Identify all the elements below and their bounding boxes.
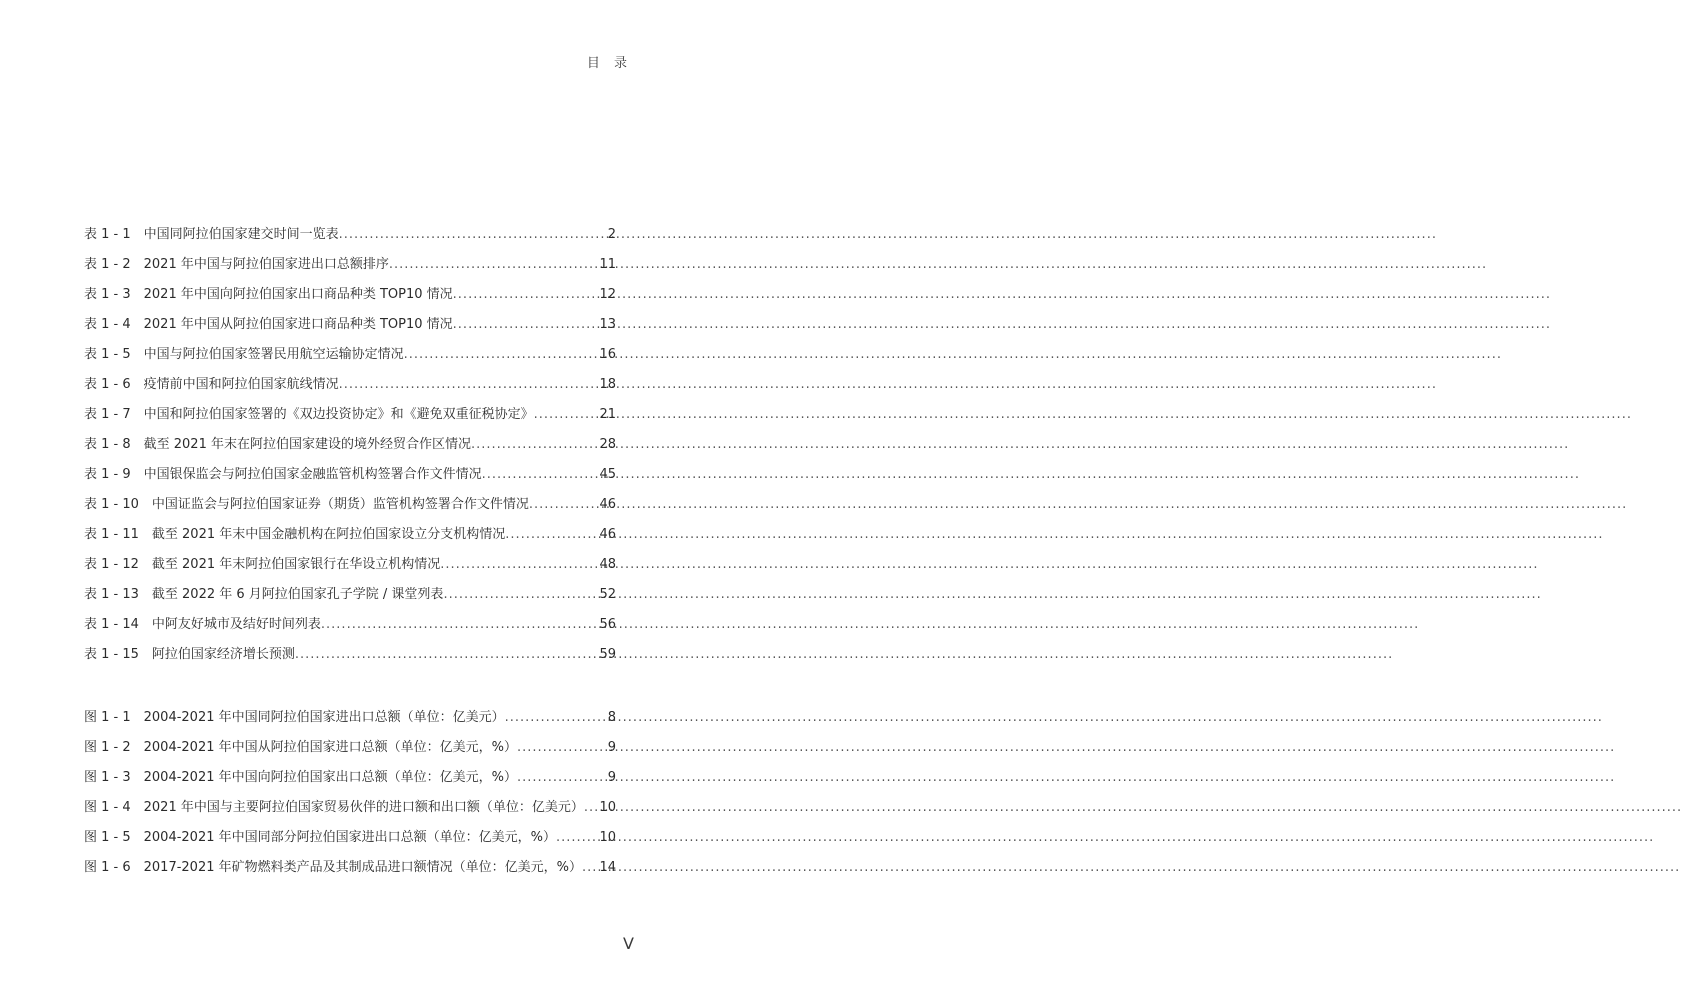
toc-figure-entry-title: 图 1 - 4 2021 年中国与主要阿拉伯国家贸易伙伴的进口额和出口额（单位：亿美元） (84, 800, 584, 815)
toc-figure-entry[interactable] (84, 763, 616, 793)
toc-table-entry-page-number: 48 (599, 557, 616, 572)
toc-table-entry-page-number: 16 (599, 347, 616, 362)
toc-table-entry-title: 表 1 - 1 中国同阿拉伯国家建交时间一览表 (84, 227, 339, 242)
toc-table-entry[interactable] (84, 610, 616, 640)
page-number: V (623, 934, 634, 953)
toc-table-entry-title: 表 1 - 10 中国证监会与阿拉伯国家证券（期货）监管机构签署合作文件情况 (84, 497, 529, 512)
toc-table-entry-title: 表 1 - 11 截至 2021 年末中国金融机构在阿拉伯国家设立分支机构情况 (84, 527, 506, 542)
toc-figure-entry-title: 图 1 - 6 2017-2021 年矿物燃料类产品及其制成品进口额情况（单位：亿美元，%） (84, 860, 582, 875)
toc-table-entry-page-number: 28 (599, 437, 616, 452)
dot-leader (529, 490, 598, 520)
table-list (84, 220, 616, 670)
dot-leader (295, 640, 598, 670)
dot-leader (321, 610, 598, 640)
toc-figure-entry[interactable] (84, 703, 616, 733)
dot-leader (556, 823, 597, 853)
toc-table-entry-title: 表 1 - 7 中国和阿拉伯国家签署的《双边投资协定》和《避免双重征税协定》 (84, 407, 534, 422)
toc-table-entry-page-number: 59 (599, 647, 616, 662)
toc-table-entry-page-number: 21 (599, 407, 616, 422)
toc-table-entry-title: 表 1 - 15 阿拉伯国家经济增长预测 (84, 647, 295, 662)
toc-table-entry-title: 表 1 - 4 2021 年中国从阿拉伯国家进口商品种类 TOP10 情况 (84, 317, 453, 332)
dot-leader (404, 340, 598, 370)
toc-figure-entry[interactable] (84, 733, 616, 763)
toc-table-entry[interactable] (84, 550, 616, 580)
dot-leader (453, 310, 598, 340)
toc-table-entry[interactable] (84, 370, 616, 400)
dot-leader (582, 853, 597, 883)
toc-table-entry-page-number: 46 (599, 497, 616, 512)
toc-table-entry[interactable] (84, 640, 616, 670)
toc-table-entry-title: 表 1 - 3 2021 年中国向阿拉伯国家出口商品种类 TOP10 情况 (84, 287, 453, 302)
dot-leader (482, 460, 598, 490)
toc-table-entry-page-number: 45 (599, 467, 616, 482)
toc-table-entry-title: 表 1 - 5 中国与阿拉伯国家签署民用航空运输协定情况 (84, 347, 404, 362)
toc-figure-entry-page-number: 9 (607, 740, 616, 755)
toc-figure-entry[interactable] (84, 853, 616, 883)
dot-leader (471, 430, 597, 460)
toc-figure-entry-page-number: 10 (599, 830, 616, 845)
dot-leader (339, 370, 598, 400)
toc-table-entry-title: 表 1 - 9 中国银保监会与阿拉伯国家金融监管机构签署合作文件情况 (84, 467, 482, 482)
toc-table-entry-title: 表 1 - 14 中阿友好城市及结好时间列表 (84, 617, 321, 632)
toc-table-entry-page-number: 11 (599, 257, 616, 272)
dot-leader (517, 733, 606, 763)
toc-table-entry[interactable] (84, 280, 616, 310)
dot-leader (534, 400, 598, 430)
toc-table-entry-page-number: 12 (599, 287, 616, 302)
toc-table-entry-title: 表 1 - 12 截至 2021 年末阿拉伯国家银行在华设立机构情况 (84, 557, 441, 572)
dot-leader (440, 550, 597, 580)
toc-figure-entry-page-number: 10 (599, 800, 616, 815)
dot-leader (443, 580, 597, 610)
toc-table-entry[interactable] (84, 460, 616, 490)
toc-table-entry[interactable] (84, 400, 616, 430)
page-header-title: 目 录 (586, 56, 632, 71)
toc-table-entry-page-number: 18 (599, 377, 616, 392)
toc-table-entry[interactable] (84, 310, 616, 340)
dot-leader (389, 250, 598, 280)
toc-figure-entry-page-number: 8 (607, 710, 616, 725)
toc-figure-entry-title: 图 1 - 1 2004-2021 年中国同阿拉伯国家进出口总额（单位：亿美元） (84, 710, 505, 725)
dot-leader (505, 703, 606, 733)
toc-table-entry[interactable] (84, 250, 616, 280)
toc-table-entry-page-number: 56 (599, 617, 616, 632)
toc-table-entry-page-number: 13 (599, 317, 616, 332)
dot-leader (453, 280, 598, 310)
toc-table-entry-title: 表 1 - 8 截至 2021 年末在阿拉伯国家建设的境外经贸合作区情况 (84, 437, 471, 452)
toc-table-entry[interactable] (84, 340, 616, 370)
toc-figure-entry-title: 图 1 - 2 2004-2021 年中国从阿拉伯国家进口总额（单位：亿美元，%） (84, 740, 517, 755)
toc-table-entry-title: 表 1 - 2 2021 年中国与阿拉伯国家进出口总额排序 (84, 257, 389, 272)
toc-figure-entry-title: 图 1 - 3 2004-2021 年中国向阿拉伯国家出口总额（单位：亿美元，%） (84, 770, 517, 785)
dot-leader (339, 220, 606, 250)
dot-leader (505, 520, 597, 550)
figure-list (84, 703, 616, 883)
toc-table-entry[interactable] (84, 490, 616, 520)
toc-table-entry[interactable] (84, 220, 616, 250)
toc-figure-entry[interactable] (84, 793, 616, 823)
toc-table-entry-title: 表 1 - 6 疫情前中国和阿拉伯国家航线情况 (84, 377, 339, 392)
toc-table-entry-page-number: 46 (599, 527, 616, 542)
toc-figure-entry-title: 图 1 - 5 2004-2021 年中国同部分阿拉伯国家进出口总额（单位：亿美元，%） (84, 830, 556, 845)
dot-leader (584, 793, 598, 823)
toc-table-entry[interactable] (84, 430, 616, 460)
toc-table-entry-page-number: 52 (599, 587, 616, 602)
toc-table-entry[interactable] (84, 520, 616, 550)
toc-table-entry-title: 表 1 - 13 截至 2022 年 6 月阿拉伯国家孔子学院 / 课堂列表 (84, 587, 444, 602)
toc-figure-entry-page-number: 14 (599, 860, 616, 875)
dot-leader (517, 763, 606, 793)
toc-figure-entry[interactable] (84, 823, 616, 853)
toc-table-entry-page-number: 2 (607, 227, 616, 242)
toc-figure-entry-page-number: 9 (607, 770, 616, 785)
toc-table-entry[interactable] (84, 580, 616, 610)
